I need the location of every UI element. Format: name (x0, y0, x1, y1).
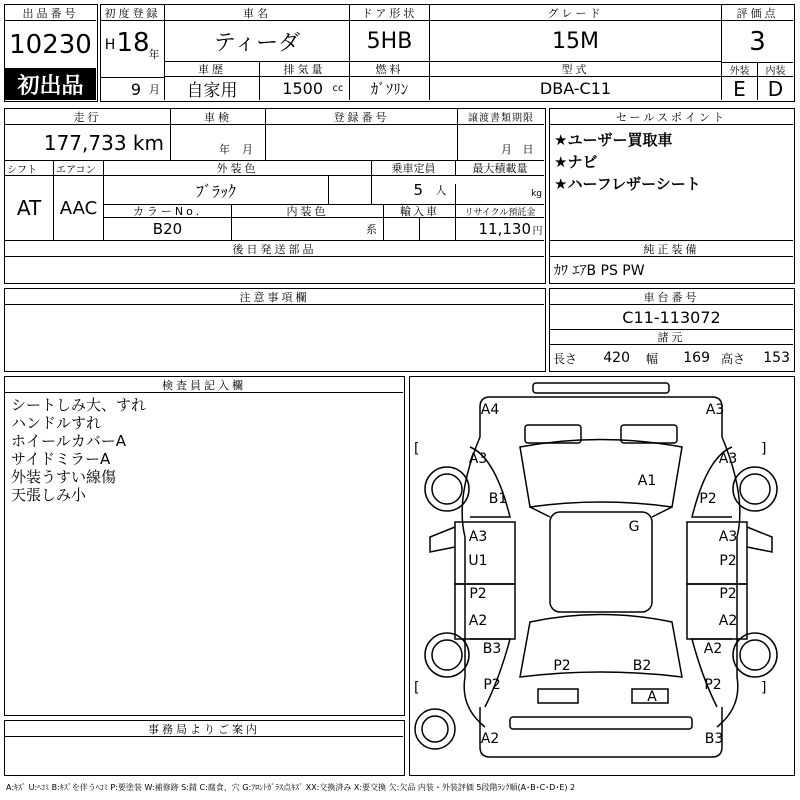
lot-box (4, 4, 98, 102)
max-load-header: 最大積載量 (455, 160, 544, 176)
displacement-unit: cc (332, 83, 344, 94)
lot-header: 出品番号 (5, 5, 96, 21)
door-header: ドア形状 (349, 5, 429, 21)
int-score-header: 内装 (757, 63, 793, 77)
score-value: 3 (721, 21, 793, 63)
wheel-front-right-inner (740, 474, 770, 504)
inspection-year-unit: 年 (170, 139, 230, 159)
inspector-note: ハンドルすれ (11, 414, 102, 432)
dims-length-value: 420 (603, 350, 630, 366)
damage-mark: A4 (480, 402, 500, 418)
car-damage-diagram (410, 377, 793, 774)
transfer-day-unit: 日 (522, 143, 534, 156)
damage-mark: A (647, 689, 657, 705)
rear-bumper-inner (510, 717, 692, 729)
damage-mark: A3 (705, 402, 725, 418)
damage-mark: P2 (469, 586, 487, 602)
lot-number: 10230 (9, 30, 92, 60)
damage-mark: A2 (718, 613, 738, 629)
inspection-header: 車検 (170, 109, 265, 125)
damage-mark: P2 (719, 586, 737, 602)
history-value: 自家用 (164, 77, 259, 100)
car-name-value: ティーダ (164, 21, 349, 61)
rear-bumper (480, 707, 722, 757)
chassis-value: C11-113072 (622, 307, 721, 327)
damage-mark: B3 (482, 641, 502, 657)
damage-mark: G (628, 519, 640, 535)
interior-color-header: 内装色 (231, 204, 383, 218)
inspector-header: 検査員記入欄 (5, 377, 403, 393)
door-value: 5HB (349, 21, 429, 61)
recycle-value: 11,130 (455, 218, 533, 240)
chassis-box (549, 288, 795, 372)
exterior-color-extra (328, 176, 371, 204)
damage-mark: A2 (480, 731, 500, 747)
mirror-left (430, 527, 455, 552)
import-value-b (419, 218, 455, 240)
damage-mark: A3 (468, 451, 488, 467)
damage-mark: P2 (704, 677, 722, 693)
vehicle-info-box (4, 108, 546, 284)
rear-hatch (520, 615, 682, 678)
hood-outline (520, 440, 682, 508)
first-reg-year-unit: 年 (148, 48, 160, 61)
selling-points-box (549, 108, 795, 284)
wheel-rear-right-inner (740, 640, 770, 670)
chassis-header: 車台番号 (550, 289, 793, 305)
rear-lamp-left (538, 689, 578, 703)
inspection-month-unit: 月 (242, 143, 253, 156)
legend-text: A:ｷｽﾞ U:ﾍｺﾐ B:ｷｽﾞを伴うﾍｺﾐ P:要塗装 W:補修跡 S:錆 C:腐食、穴 G:ﾌﾛﾝﾄｶﾞﾗｽ点ｷｽﾞ XX:交換済み X:要交換 欠:欠品 内装・外装評価 5段階ﾗﾝｸ順(A･B･C･D･E) 2 (6, 783, 576, 792)
damage-mark: B2 (632, 658, 652, 674)
damage-mark: A2 (703, 641, 723, 657)
damage-mark: A1 (637, 473, 657, 489)
max-load-unit: kg (455, 184, 544, 204)
roof-rail-top (533, 383, 669, 393)
notes-box (4, 288, 546, 372)
grade-value: 15M (429, 21, 721, 61)
registration-value (265, 125, 457, 160)
first-reg-header: 初度登録 (101, 5, 164, 21)
fuel-header: 燃料 (349, 61, 429, 77)
aircon-header: エアコン (53, 160, 103, 176)
selling-point-item: ★ユーザー買取車 (554, 131, 673, 149)
import-header: 輸入車 (383, 204, 455, 218)
damage-marks (468, 402, 737, 747)
inspector-note: 天張しみ小 (11, 486, 87, 504)
mileage-header: 走行 (5, 109, 170, 125)
dims-length-label: 長さ (552, 351, 577, 366)
first-listing-badge: 初出品 (5, 68, 96, 100)
bracket-mark: ] (761, 680, 767, 696)
displacement-header: 排気量 (259, 61, 349, 77)
dims-header: 諸元 (550, 329, 793, 345)
car-name-header: 車名 (164, 5, 349, 21)
interior-color-unit: 系 (231, 218, 383, 240)
fuel-value: ｶﾞｿﾘﾝ (349, 77, 429, 100)
color-no-header: カラーNo. (103, 204, 231, 218)
inspector-note: シートしみ大、すれ (11, 396, 147, 414)
equipment-header: 純正装備 (550, 240, 793, 257)
selling-point-item: ★ナビ (554, 153, 598, 171)
inspector-note: ホイールカバーA (11, 432, 126, 450)
ext-score-value: E (721, 77, 757, 100)
damage-mark: A3 (718, 529, 738, 545)
registration-header: 登録番号 (265, 109, 457, 125)
model-value: DBA-C11 (429, 77, 721, 100)
dims-height-value: 153 (763, 350, 790, 366)
bracket-mark: [ (414, 441, 420, 457)
model-header: 型式 (429, 61, 721, 77)
notes-header: 注意事項欄 (5, 289, 544, 305)
inspector-notes-list (11, 396, 146, 504)
damage-mark: P2 (719, 553, 737, 569)
spare-wheel (415, 709, 455, 749)
first-reg-month-unit: 月 (145, 77, 164, 100)
transfer-header: 譲渡書類期限 (457, 109, 544, 125)
ext-score-header: 外装 (721, 63, 757, 77)
equipment-value: ｶﾜ ｴｱB PS PW (554, 263, 645, 279)
spare-wheel-inner (422, 716, 448, 742)
displacement-value: 1500 (259, 77, 327, 100)
history-header: 車歴 (164, 61, 259, 77)
exterior-color-value: ﾌﾞﾗｯｸ (103, 176, 328, 204)
inspector-note: サイドミラーA (11, 450, 111, 468)
damage-mark: A2 (468, 613, 488, 629)
damage-mark: A3 (718, 451, 738, 467)
bracket-mark: ] (761, 441, 767, 457)
first-reg-month: 9 (101, 77, 145, 100)
inspector-box (4, 376, 405, 716)
color-no-value: B20 (103, 218, 231, 240)
selling-points-header: セールスポイント (550, 109, 793, 125)
grade-header: グレード (429, 5, 721, 21)
first-reg-year: 18 (116, 28, 150, 58)
score-header: 評価点 (721, 5, 793, 21)
left-body-outline (462, 437, 488, 727)
shift-value: AT (16, 196, 42, 220)
dims-width-value: 169 (683, 350, 710, 366)
wheel-front-left-inner (432, 474, 462, 504)
exterior-color-header: 外装色 (103, 160, 371, 176)
capacity-unit: 人 (435, 184, 447, 197)
bracket-mark: [ (414, 680, 420, 696)
damage-mark: P2 (699, 491, 717, 507)
damage-mark: P2 (553, 658, 571, 674)
dims-width-label: 幅 (645, 351, 658, 366)
int-score-value: D (757, 77, 793, 100)
damage-mark: A3 (468, 529, 488, 545)
selling-point-item: ★ハーフレザーシート (554, 175, 701, 193)
mileage-value: 177,733 km (43, 130, 164, 155)
shift-header: シフト (5, 160, 53, 176)
first-reg-era: H (104, 37, 116, 53)
dims-height-label: 高さ (720, 351, 745, 366)
damage-diagram-box (409, 376, 795, 776)
damage-mark: P2 (483, 677, 501, 693)
damage-mark: B3 (704, 731, 724, 747)
recycle-unit: 円 (532, 225, 543, 237)
office-header: 事務局よりご案内 (5, 721, 403, 737)
mirror-right (747, 527, 772, 552)
office-box (4, 720, 405, 776)
spec-box (100, 4, 795, 102)
aircon-value: AAC (53, 176, 103, 240)
wheel-rear-left-inner (432, 640, 462, 670)
rear-right-door (687, 584, 747, 639)
damage-mark: U1 (468, 553, 488, 569)
front-bumper-outline (480, 397, 725, 437)
selling-points-list (554, 129, 701, 195)
import-value-a (383, 218, 419, 240)
parts-header: 後日発送部品 (5, 240, 544, 257)
inspector-note: 外装うすい線傷 (11, 468, 117, 486)
capacity-header: 乗車定員 (371, 160, 455, 176)
transfer-month-unit: 月 (457, 139, 512, 159)
recycle-header: リサイクル預託金 (455, 204, 544, 218)
capacity-value: 5 (371, 176, 427, 204)
damage-mark: B1 (488, 491, 508, 507)
